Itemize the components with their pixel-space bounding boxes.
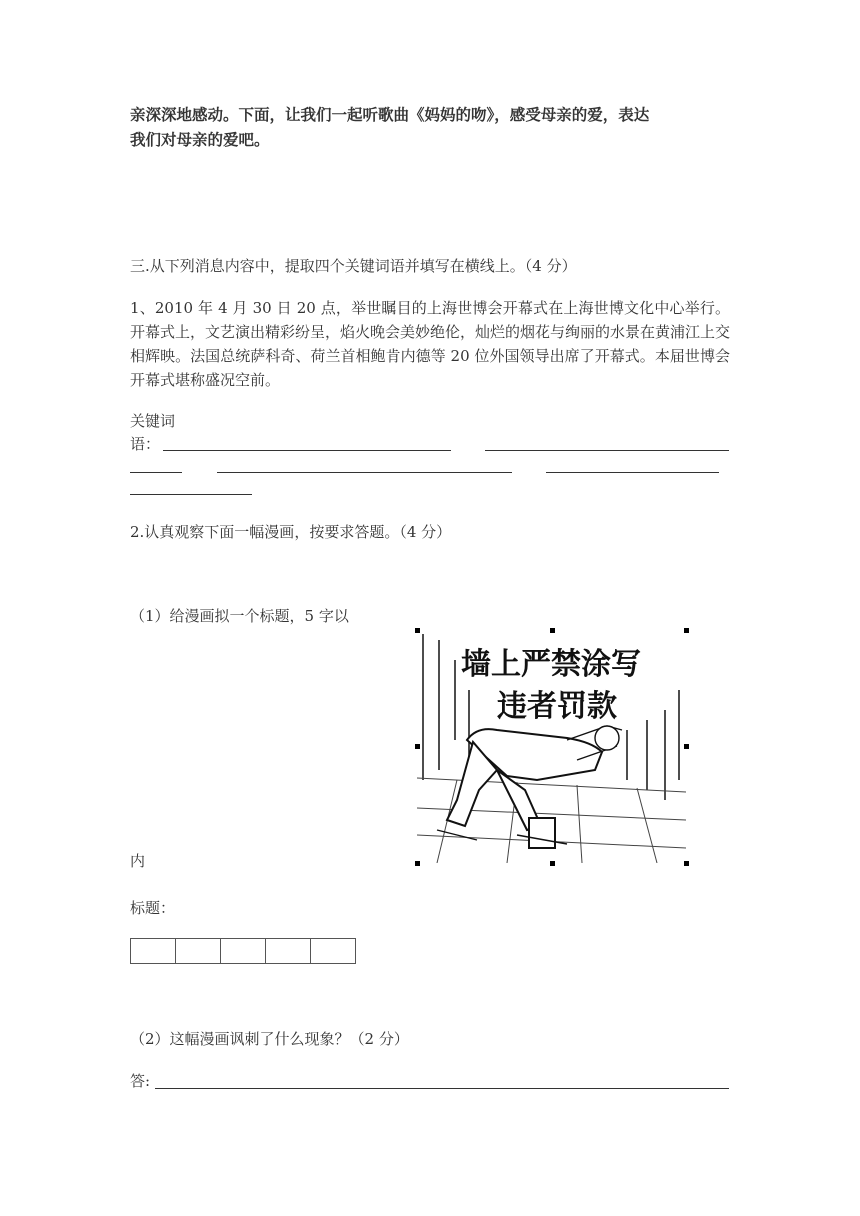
section-3-heading: 三.从下列消息内容中，提取四个关键词语并填写在横线上。（4 分）	[130, 257, 577, 275]
title-char-box[interactable]	[221, 939, 266, 963]
keyword-label-line-2: 语：	[130, 435, 161, 453]
intro-line-1: 亲深深地感动。下面，让我们一起听歌曲《妈妈的吻》，感受母亲的爱，表达	[130, 106, 650, 124]
keyword-blank-4[interactable]	[546, 472, 719, 473]
comic-drawing	[417, 630, 686, 863]
keyword-blank-4-continued[interactable]	[130, 494, 252, 495]
intro-paragraph	[130, 103, 730, 153]
title-char-box[interactable]	[311, 939, 355, 963]
comic-image	[417, 630, 686, 863]
keyword-blank-1[interactable]	[163, 450, 451, 451]
keyword-blank-2[interactable]	[485, 450, 729, 451]
title-label: 标题：	[130, 899, 176, 917]
keyword-label-line-1: 关键词	[130, 412, 176, 430]
sub-question-1-line-2: 内	[130, 852, 146, 870]
title-char-box[interactable]	[176, 939, 221, 963]
intro-line-2: 我们对母亲的爱吧。	[130, 131, 270, 149]
answer-blank[interactable]	[155, 1088, 729, 1089]
title-char-box[interactable]	[266, 939, 311, 963]
keyword-blank-3[interactable]	[217, 472, 512, 473]
answer-label: 答:	[130, 1072, 151, 1090]
title-char-box[interactable]	[131, 939, 176, 963]
title-answer-boxes	[130, 938, 356, 964]
comic-sign-line-1: 墙上严禁涂写	[461, 647, 641, 682]
sub-question-2: （2）这幅漫画讽刺了什么现象？（2 分）	[130, 1030, 409, 1048]
comic-sign-line-2: 违者罚款	[497, 689, 617, 724]
keyword-blank-2-continued[interactable]	[130, 472, 182, 473]
question-2-heading: 2.认真观察下面一幅漫画，按要求答题。（4 分）	[130, 523, 452, 541]
sub-question-1-line-1: （1）给漫画拟一个标题，5 字以	[130, 607, 349, 625]
news-paragraph: 1、2010 年 4 月 30 日 20 点，举世瞩目的上海世博会开幕式在上海世博文化中心举行。开幕式上，文艺演出精彩纷呈，焰火晚会美妙绝伦，灿烂的烟花与绚丽的水景在黄浦江上交相辉映。法国总统萨科奇、荷兰首相鲍肯内德等 20 位外国领导出席了开幕式。本届世博会开幕式堪称盛况空前。	[130, 299, 731, 389]
